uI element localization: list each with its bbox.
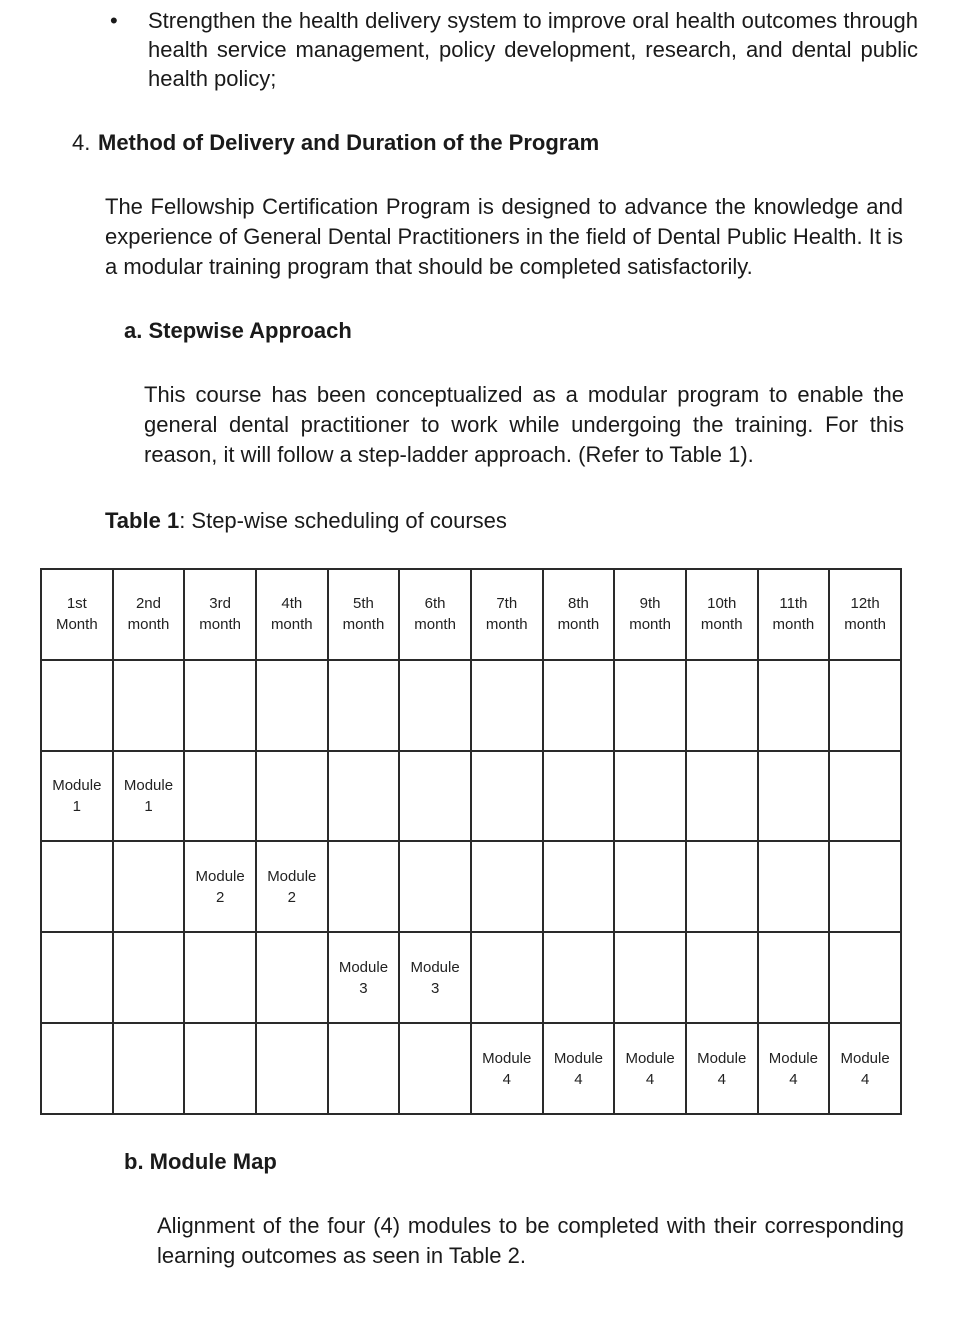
cell-text: month: [414, 616, 456, 634]
table-cell: [829, 932, 901, 1023]
cell-text: 2: [287, 888, 296, 906]
cell-text: month: [485, 616, 528, 634]
table-cell: [614, 660, 686, 751]
table-row: [41, 660, 901, 751]
table-header-cell: [328, 569, 400, 660]
table-header-cell: [184, 569, 256, 660]
cell-text: Module: [553, 1049, 604, 1067]
cell-text: 11th: [779, 595, 808, 613]
cell-text: month: [127, 616, 170, 634]
cell-text: 4: [860, 1070, 870, 1088]
table-header-cell: [614, 569, 686, 660]
table-cell: [829, 751, 901, 842]
table-row: [41, 932, 901, 1023]
cell-text: month: [557, 616, 600, 634]
table-caption: [105, 506, 507, 536]
cell-text: 4: [502, 1070, 511, 1088]
table-header-cell: [41, 569, 113, 660]
table-cell: [758, 751, 830, 842]
table-cell: [471, 932, 543, 1023]
table-cell: [543, 751, 615, 842]
cell-text: 4: [574, 1070, 583, 1088]
table-cell: [113, 1023, 185, 1114]
table-header-cell: [113, 569, 185, 660]
table-cell: [543, 841, 615, 932]
table-cell: [256, 1023, 328, 1114]
bullet-text: Strengthen the health delivery system to improve oral health outcomes through health service management, policy development, research, and dental public health policy;: [148, 8, 918, 91]
table-header-cell: [543, 569, 615, 660]
cell-text: 1: [72, 798, 81, 816]
table-cell: [328, 660, 400, 751]
section-number: 4.: [72, 130, 91, 155]
table-cell: [686, 1023, 758, 1114]
table-cell: [614, 1023, 686, 1114]
cell-text: 5th: [353, 595, 374, 613]
cell-text: Module: [195, 867, 245, 885]
table-cell: [184, 841, 256, 932]
table-cell: [471, 841, 543, 932]
table-cell: [471, 751, 543, 842]
cell-text: 6th: [424, 595, 446, 613]
cell-text: 7th: [496, 595, 518, 613]
table-cell: [543, 1023, 615, 1114]
table-cell: [113, 841, 185, 932]
table-cell: [41, 660, 113, 751]
cell-text: month: [772, 616, 815, 634]
cell-text: 4: [645, 1070, 655, 1088]
cell-text: 1: [144, 798, 153, 816]
section-title: Method of Delivery and Duration of the Program: [98, 130, 600, 155]
table-cell: [686, 841, 758, 932]
cell-text: 1st: [66, 595, 87, 613]
table-cell: [543, 932, 615, 1023]
table-cell: [471, 1023, 543, 1114]
table-cell: [686, 932, 758, 1023]
table-cell: [829, 660, 901, 751]
cell-text: Month: [55, 616, 98, 634]
cell-text: 4: [717, 1070, 726, 1088]
table-cell: [758, 841, 830, 932]
table-cell: [113, 932, 185, 1023]
table-cell: [471, 660, 543, 751]
cell-text: Module: [768, 1049, 818, 1067]
table-caption-label: Table 1: [105, 508, 180, 533]
table-cell: [614, 932, 686, 1023]
cell-text: Module: [482, 1049, 532, 1067]
subsection-a-heading: a. Stepwise Approach: [124, 318, 352, 343]
cell-text: Module: [52, 777, 102, 795]
table-cell: [256, 932, 328, 1023]
table-header-cell: [256, 569, 328, 660]
table-cell: [399, 1023, 471, 1114]
table-cell: [256, 751, 328, 842]
table-cell: [399, 841, 471, 932]
subsection-b-heading: b. Module Map: [124, 1149, 277, 1174]
cell-text: month: [342, 616, 385, 634]
table-header-cell: [686, 569, 758, 660]
table-cell: [399, 932, 471, 1023]
table-row: [41, 1023, 901, 1114]
table-cell: [184, 932, 256, 1023]
bullet-dot: •: [110, 8, 118, 33]
table-cell: [256, 841, 328, 932]
table-cell: [256, 660, 328, 751]
cell-text: Module: [840, 1049, 890, 1067]
section-heading: [72, 128, 599, 158]
table-cell: [614, 751, 686, 842]
table-cell: [113, 660, 185, 751]
table-cell: [686, 751, 758, 842]
section-intro-paragraph: The Fellowship Certification Program is designed to advance the knowledge and experience of General Dental Practitioners in the field of Dental Public Health. It is a modular training program that should be completed satisfactorily.: [105, 194, 903, 279]
cell-text: Module: [123, 777, 174, 795]
bullet-item: [106, 6, 926, 93]
table-cell: [758, 1023, 830, 1114]
cell-text: 12th: [850, 595, 880, 613]
cell-text: Module: [338, 958, 389, 976]
cell-text: 4th: [281, 595, 303, 613]
table-row: [41, 751, 901, 842]
table-cell: [41, 751, 113, 842]
cell-text: 2: [215, 888, 225, 906]
table-header-cell: [399, 569, 471, 660]
table-cell: [41, 841, 113, 932]
table-cell: [41, 1023, 113, 1114]
table-row: [41, 841, 901, 932]
cell-text: Module: [267, 867, 317, 885]
cell-text: 3: [359, 979, 368, 997]
schedule-table: [40, 568, 902, 1115]
cell-text: month: [844, 616, 886, 634]
cell-text: 3: [430, 979, 440, 997]
cell-text: 2nd: [135, 595, 161, 613]
table-cell: [41, 932, 113, 1023]
cell-text: 9th: [639, 595, 661, 613]
table-cell: [113, 751, 185, 842]
table-cell: [328, 751, 400, 842]
table-cell: [184, 660, 256, 751]
cell-text: Module: [625, 1049, 675, 1067]
table-cell: [328, 1023, 400, 1114]
table-cell: [399, 751, 471, 842]
cell-text: Module: [410, 958, 460, 976]
table-cell: [328, 841, 400, 932]
table-header-cell: [758, 569, 830, 660]
cell-text: 3rd: [209, 595, 231, 613]
table-cell: [399, 660, 471, 751]
cell-text: month: [270, 616, 313, 634]
cell-text: Module: [697, 1049, 747, 1067]
table-cell: [328, 932, 400, 1023]
cell-text: month: [199, 616, 241, 634]
table-cell: [184, 1023, 256, 1114]
table-header-cell: [471, 569, 543, 660]
table-cell: [686, 660, 758, 751]
table-cell: [829, 841, 901, 932]
table-cell: [184, 751, 256, 842]
cell-text: month: [629, 616, 671, 634]
table-header-row: [41, 569, 901, 660]
table-cell: [543, 660, 615, 751]
cell-text: month: [700, 616, 743, 634]
table-cell: [758, 660, 830, 751]
cell-text: 4: [789, 1070, 798, 1088]
cell-text: 8th: [567, 595, 589, 613]
subsection-a-paragraph: This course has been conceptualized as a modular program to enable the general dental practitioner to work while undergoing the training. For this reason, it will follow a step-ladder approach. (Refer to Table 1).: [144, 382, 904, 467]
table-caption-text: : Step-wise scheduling of courses: [179, 508, 507, 533]
table-cell: [758, 932, 830, 1023]
table-header-cell: [829, 569, 901, 660]
table-cell: [614, 841, 686, 932]
subsection-b-paragraph: Alignment of the four (4) modules to be completed with their corresponding learning outcomes as seen in Table 2.: [157, 1213, 904, 1268]
cell-text: 10th: [707, 595, 737, 613]
table-cell: [829, 1023, 901, 1114]
